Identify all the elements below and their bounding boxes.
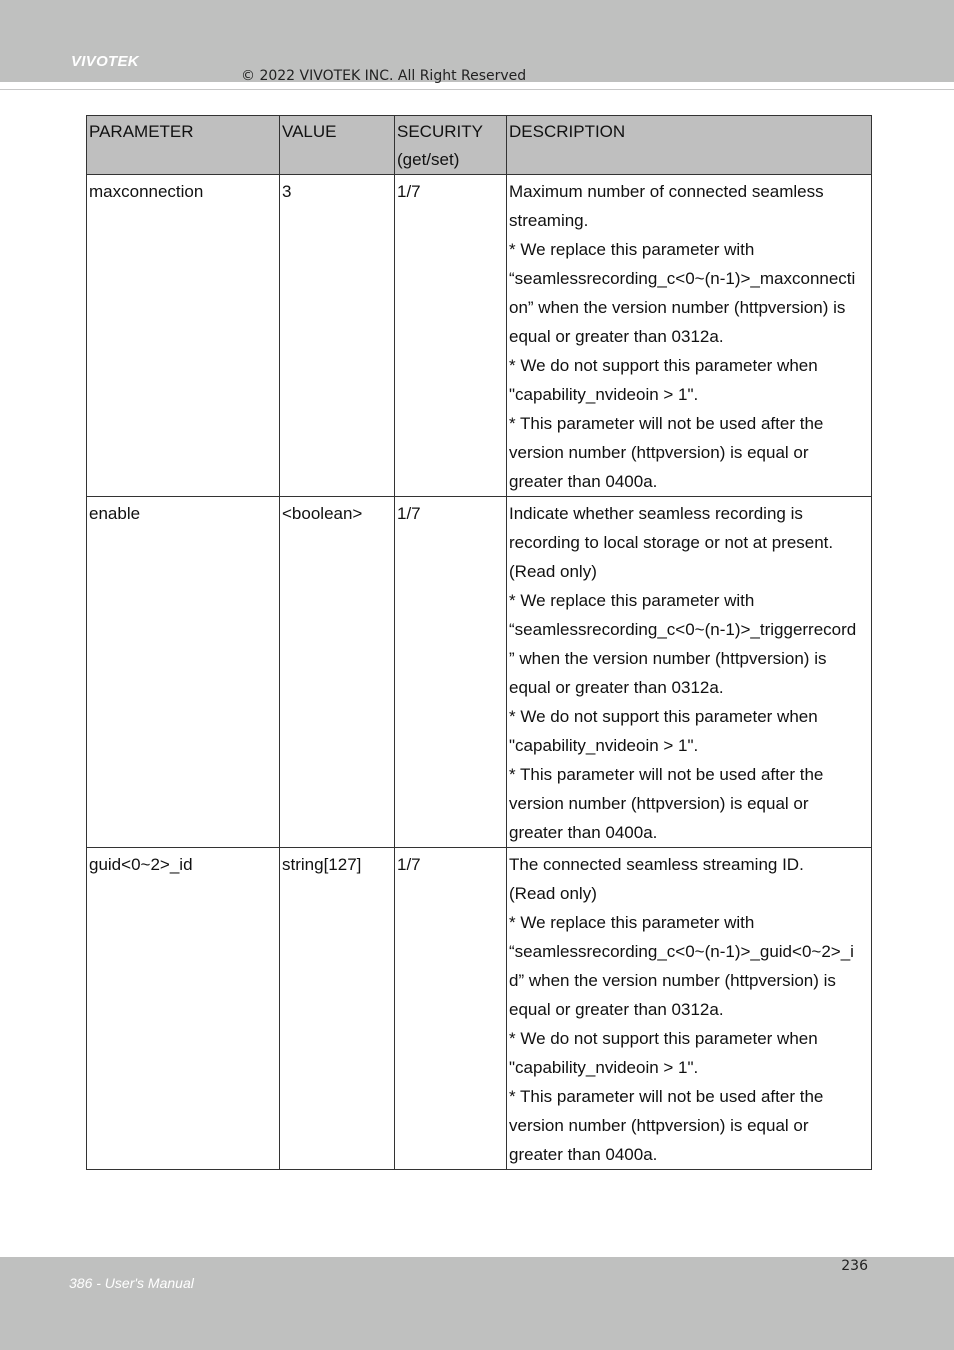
description-line: "capability_nvideoin > 1".	[509, 736, 699, 755]
description-line: “seamlessrecording_c<0~(n-1)>_triggerrecord	[509, 620, 857, 639]
description-line: ” when the version number (httpversion) is	[509, 649, 827, 668]
table-row	[87, 497, 872, 848]
cell-description	[507, 497, 872, 848]
page-number: 236	[841, 1258, 868, 1274]
cell-parameter: guid<0~2>_id	[87, 848, 280, 1170]
cell-description	[507, 175, 872, 497]
description-line: version number (httpversion) is equal or	[509, 794, 809, 813]
cell-value: <boolean>	[280, 497, 395, 848]
description-line: greater than 0400a.	[509, 1145, 658, 1164]
description-line: recording to local storage or not at present.	[509, 533, 834, 552]
column-header-parameter: PARAMETER	[87, 116, 280, 175]
description-line: * We replace this parameter with	[509, 591, 755, 610]
cell-value: string[127]	[280, 848, 395, 1170]
description-line: equal or greater than 0312a.	[509, 1000, 724, 1019]
table-row	[87, 848, 872, 1170]
description-line: streaming.	[509, 211, 589, 230]
description-line: * This parameter will not be used after the	[509, 1087, 824, 1106]
description-line: * This parameter will not be used after the	[509, 765, 824, 784]
cell-parameter: enable	[87, 497, 280, 848]
cell-security: 1/7	[395, 848, 507, 1170]
column-header-security-line1: SECURITY	[397, 122, 483, 141]
description-line: greater than 0400a.	[509, 823, 658, 842]
cell-parameter: maxconnection	[87, 175, 280, 497]
parameter-table	[86, 115, 872, 1170]
description-line: version number (httpversion) is equal or	[509, 443, 809, 462]
description-line: (Read only)	[509, 884, 597, 903]
cell-security: 1/7	[395, 497, 507, 848]
brand-logo: VIVOTEK	[71, 53, 139, 70]
description-line: The connected seamless streaming ID.	[509, 855, 804, 874]
description-line: d” when the version number (httpversion) is	[509, 971, 836, 990]
header-divider	[0, 89, 954, 90]
description-line: * We do not support this parameter when	[509, 707, 818, 726]
description-line: * We replace this parameter with	[509, 913, 755, 932]
table-body	[87, 175, 872, 1170]
manual-page-reference: 386 - User's Manual	[69, 1275, 194, 1291]
cell-security: 1/7	[395, 175, 507, 497]
description-line: * This parameter will not be used after the	[509, 414, 824, 433]
cell-value: 3	[280, 175, 395, 497]
description-line: Maximum number of connected seamless	[509, 182, 824, 201]
cell-description	[507, 848, 872, 1170]
column-header-description: DESCRIPTION	[507, 116, 872, 175]
description-line: * We do not support this parameter when	[509, 1029, 818, 1048]
description-line: "capability_nvideoin > 1".	[509, 1058, 699, 1077]
description-line: equal or greater than 0312a.	[509, 678, 724, 697]
column-header-value: VALUE	[280, 116, 395, 175]
description-line: (Read only)	[509, 562, 597, 581]
description-line: “seamlessrecording_c<0~(n-1)>_maxconnecti	[509, 269, 856, 288]
table-row	[87, 175, 872, 497]
description-line: greater than 0400a.	[509, 472, 658, 491]
description-line: Indicate whether seamless recording is	[509, 504, 803, 523]
description-line: “seamlessrecording_c<0~(n-1)>_guid<0~2>_i	[509, 942, 854, 961]
description-line: version number (httpversion) is equal or	[509, 1116, 809, 1135]
description-line: "capability_nvideoin > 1".	[509, 385, 699, 404]
column-header-security-line2: (get/set)	[397, 150, 460, 169]
description-line: equal or greater than 0312a.	[509, 327, 724, 346]
table-header-row	[87, 116, 872, 175]
description-line: * We do not support this parameter when	[509, 356, 818, 375]
footer-band	[0, 1257, 954, 1350]
copyright-notice: © 2022 VIVOTEK INC. All Right Reserved	[241, 68, 527, 84]
description-line: on” when the version number (httpversion) is	[509, 298, 846, 317]
description-line: * We replace this parameter with	[509, 240, 755, 259]
column-header-security	[395, 116, 507, 175]
